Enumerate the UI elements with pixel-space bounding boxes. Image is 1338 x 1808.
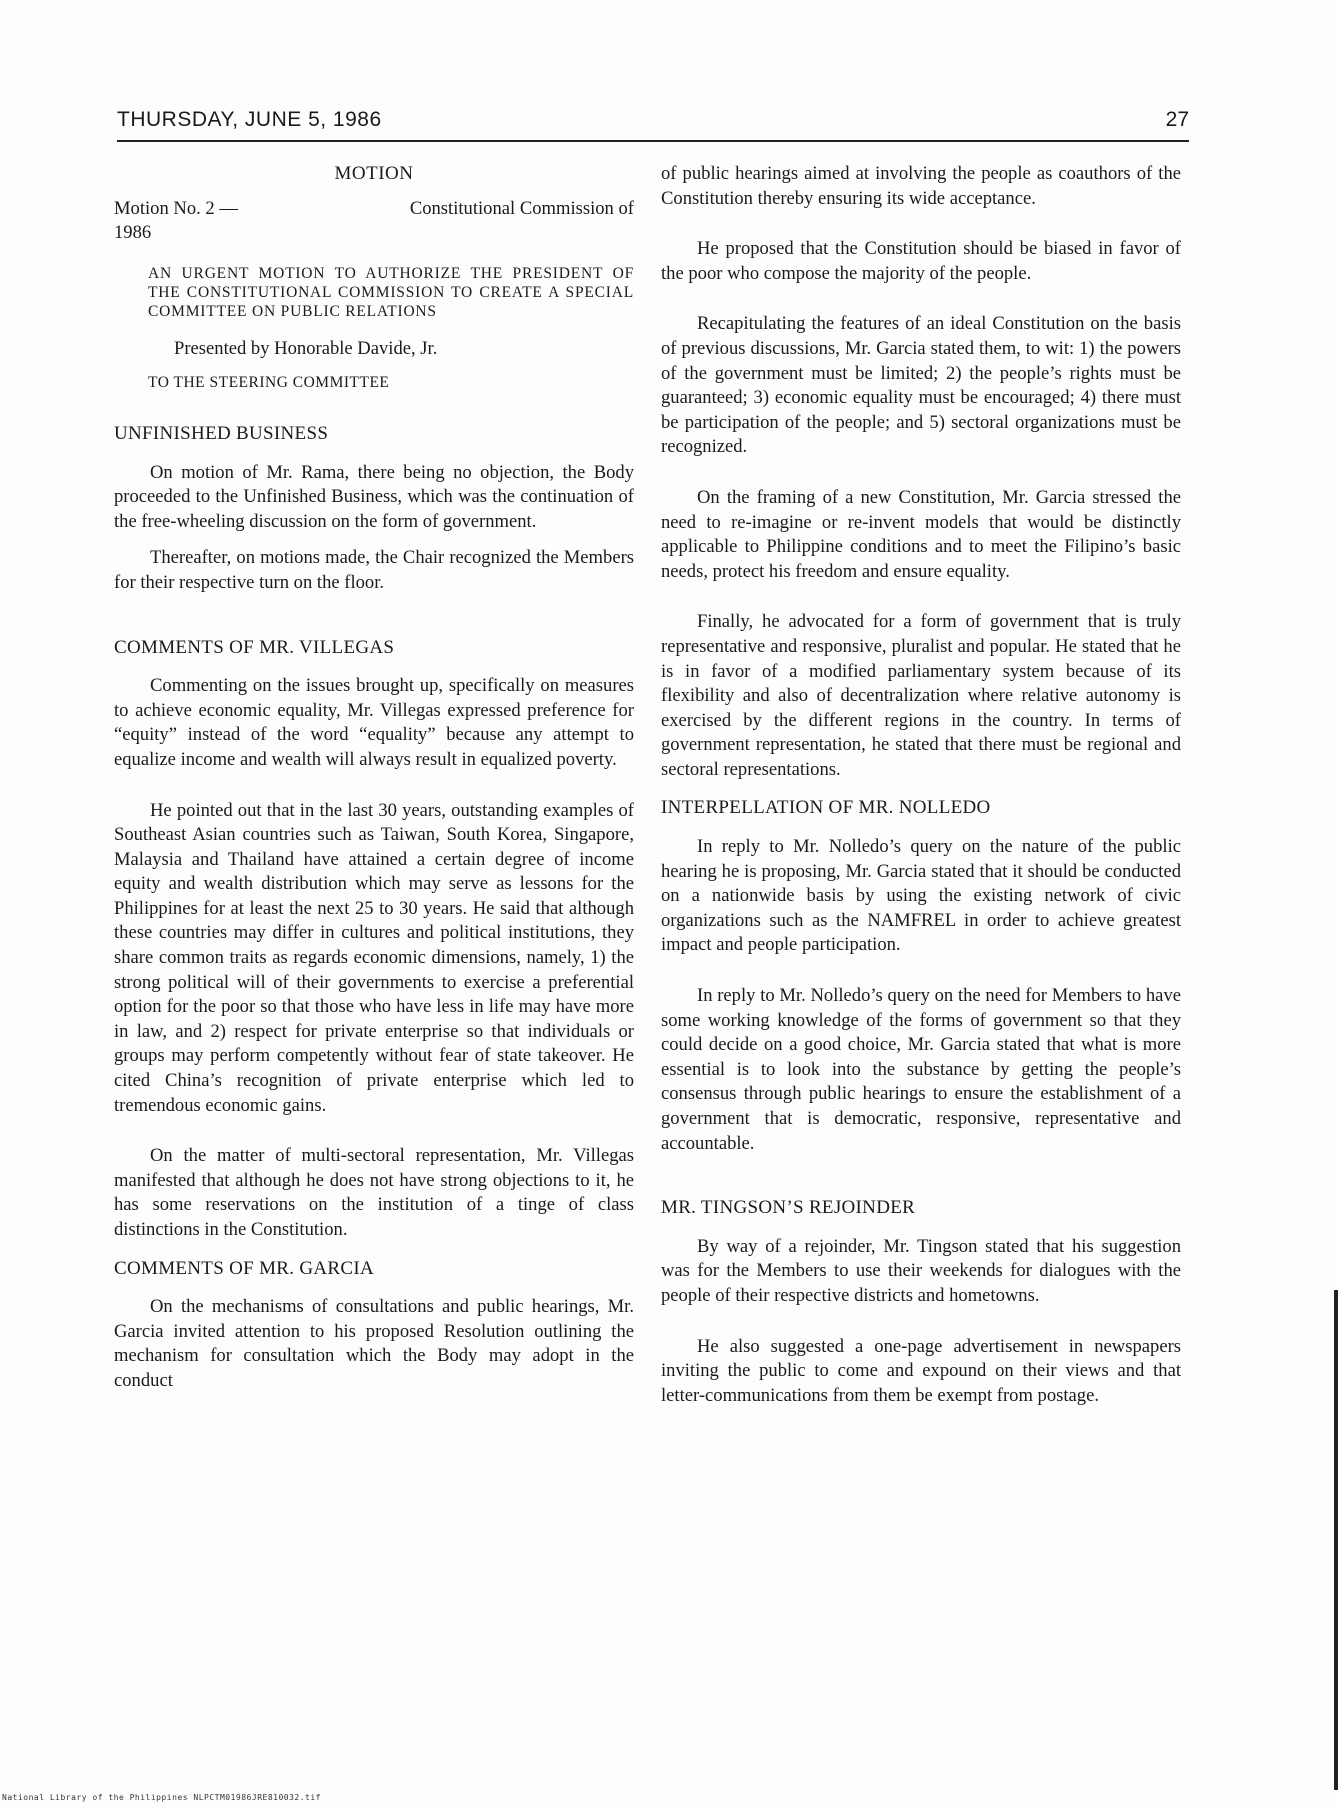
paragraph: He proposed that the Constitution should be biased in favor of the poor who compose the majority of the people. — [661, 238, 1181, 284]
paragraph: Thereafter, on motions made, the Chair recognized the Members for their respective turn on the floor. — [114, 547, 634, 593]
motion-title: AN URGENT MOTION TO AUTHORIZE THE PRESIDENT OF THE CONSTITUTIONAL COMMISSION TO CREATE A SPECIAL COMMITTEE ON PUBLIC RELATIONS — [148, 264, 634, 320]
page-header — [117, 108, 1189, 140]
paragraph: Finally, he advocated for a form of government that is truly representative and responsive, pluralist and popular. He stated that he is in favor of a modified parliamentary system because of its flexibility and also of decentralization where relative autonomy is exercised by the different regions in the country. In terms of government representation, he stated that there must be regional and sectoral representations. — [661, 611, 1181, 780]
motion-commission: Constitutional Commission of — [409, 197, 634, 219]
header-rule — [117, 140, 1189, 142]
motion-year: 1986 — [114, 222, 152, 244]
presented-by: Presented by Honorable Davide, Jr. — [174, 337, 438, 359]
paragraph: On the matter of multi-sectoral representation, Mr. Villegas manifested that although he does not have strong objections to it, he has some reservations on the institution of a tinge of class distinctions in the Constitution. — [114, 1145, 634, 1240]
motion-number-label: Motion No. 2 — — [114, 197, 238, 219]
tingson-heading: MR. TINGSON’S REJOINDER — [661, 1197, 916, 1219]
paragraph: Commenting on the issues brought up, specifically on measures to achieve economic equality, Mr. Villegas expressed preference for “equity” instead of the word “equality” because any attempt to equalize income and wealth will always result in equalized poverty. — [114, 675, 634, 770]
paragraph: of public hearings aimed at involving the people as coauthors of the Constitution thereby ensuring its wide acceptance. — [661, 163, 1181, 209]
motion-heading: MOTION — [334, 163, 414, 184]
referral-line: TO THE STEERING COMMITTEE — [148, 374, 390, 392]
paragraph: On motion of Mr. Rama, there being no objection, the Body proceeded to the Unfinished Business, which was the continuation of the free-wheeling discussion on the form of government. — [114, 461, 634, 532]
paragraph: In reply to Mr. Nolledo’s query on the need for Members to have some working knowledge of the forms of government so that they could decide on a good choice, Mr. Garcia stated that what is more essential is to look into the substance by getting the people’s consensus through public hearings to ensure the establishment of a government that is democratic, responsive, representative and accountable. — [661, 985, 1181, 1154]
unfinished-business-heading: UNFINISHED BUSINESS — [114, 422, 329, 444]
paragraph: On the framing of a new Constitution, Mr. Garcia stressed the need to re-imagine or re-invent models that would be distinctly applicable to Philippine conditions and to meet the Filipino’s basic needs, protect his freedom and ensure equality. — [661, 486, 1181, 582]
motion-number — [114, 197, 634, 222]
nolledo-heading: INTERPELLATION OF MR. NOLLEDO — [661, 797, 991, 819]
page-number: 27 — [1165, 108, 1189, 131]
paragraph: He pointed out that in the last 30 years, outstanding examples of Southeast Asian countries such as Taiwan, South Korea, Singapore, Malaysia and Thailand have attained a certain degree of income equity and wealth distribution which may serve as lessons for the Philippines for at least the next 25 to 30 years. He said that although these countries may differ in cultures and political institutions, they share common traits as regards economic dimensions, namely, 1) the strong political will of their governments to exercise a preferential option for the poor so that those who have less in life may have more in law, and 2) respect for private enterprise so that individuals or groups may perform competently without fear of state takeover. He cited China’s recognition of private enterprise which led to tremendous economic gains. — [114, 799, 634, 1116]
scan-edge-mark — [1334, 1290, 1338, 1790]
paragraph: Recapitulating the features of an ideal Constitution on the basis of previous discussions, Mr. Garcia stated them, to wit: 1) the powers of the government must be limited; 2) the people’s rights must be guaranteed; 3) economic equality must be encouraged; 4) there must be participation of the people; and 5) sectoral organizations must be recognized. — [661, 313, 1181, 458]
paragraph: He also suggested a one-page advertisement in newspapers inviting the public to come and expound on their views and that letter-communications from them be exempt from postage. — [661, 1335, 1181, 1406]
paragraph: In reply to Mr. Nolledo’s query on the nature of the public hearing he is proposing, Mr. Garcia stated that it should be conducted on a nationwide basis by using the existing network of civic organizations such as the NAMFREL in order to achieve greatest impact and people participation. — [661, 836, 1181, 956]
garcia-heading: COMMENTS OF MR. GARCIA — [114, 1257, 374, 1279]
left-column — [114, 162, 634, 1406]
paragraph: On the mechanisms of consultations and public hearings, Mr. Garcia invited attention to his proposed Resolution outlining the mechanism for consultation which the Body may adopt in the conduct — [114, 1296, 634, 1391]
villegas-heading: COMMENTS OF MR. VILLEGAS — [114, 636, 395, 658]
right-column — [661, 162, 1181, 1420]
scan-footer: National Library of the Philippines NLPCTM01986JRE810032.tif — [2, 1793, 321, 1802]
header-date: THURSDAY, JUNE 5, 1986 — [117, 108, 382, 131]
paragraph: By way of a rejoinder, Mr. Tingson stated that his suggestion was for the Members to use their weekends for dialogues with the people of their respective districts and hometowns. — [661, 1235, 1181, 1306]
